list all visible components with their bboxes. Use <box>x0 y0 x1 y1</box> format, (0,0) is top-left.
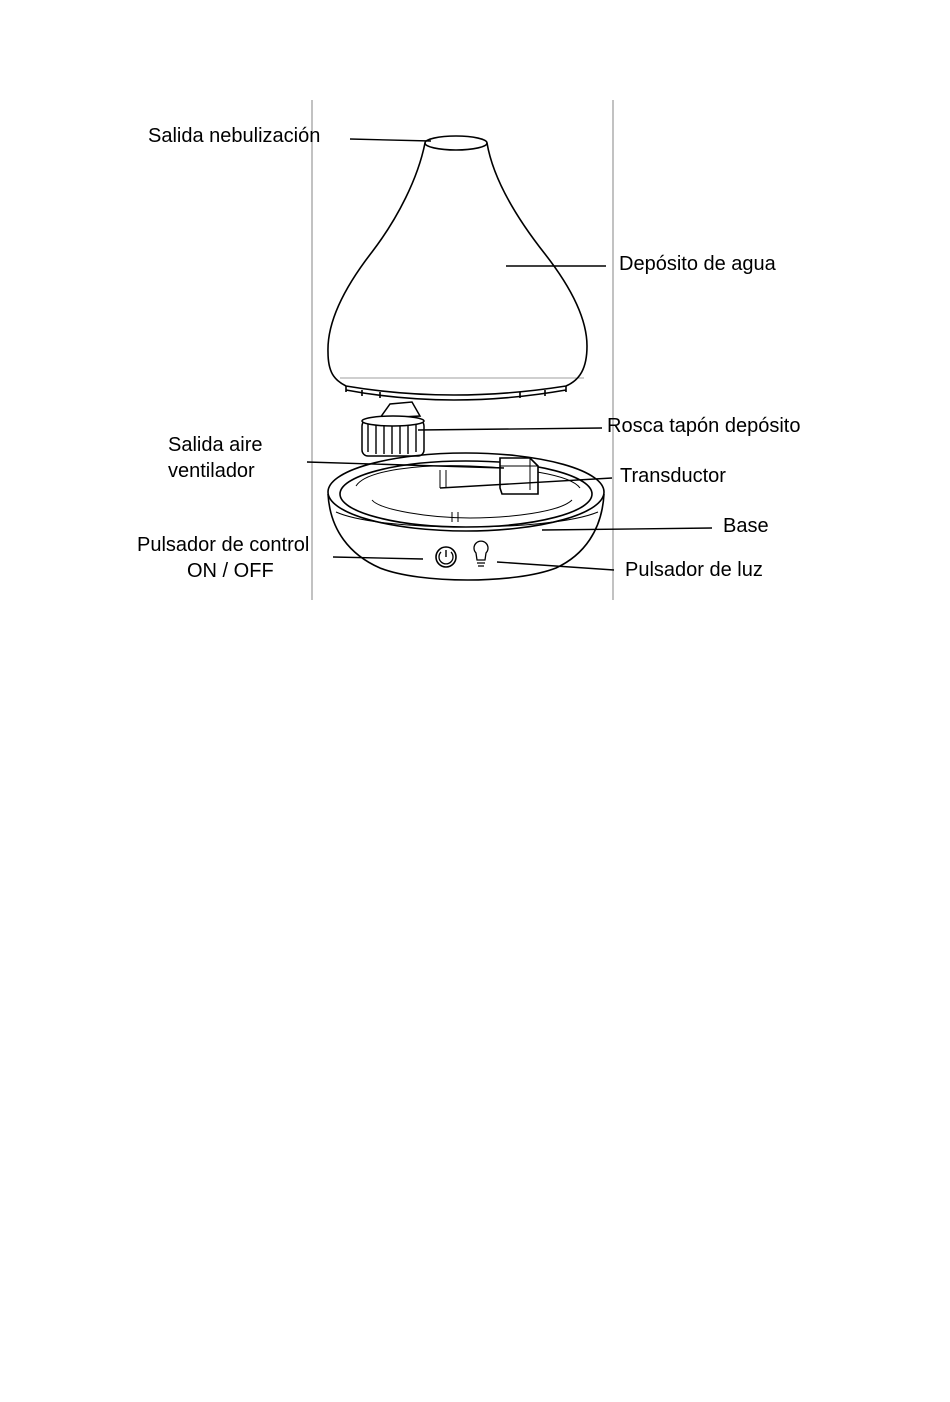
label-rosca-tapon-deposito: Rosca tapón depósito <box>607 415 801 437</box>
base-unit <box>328 453 604 580</box>
tank-cap-thread <box>362 402 424 456</box>
leader-base <box>542 528 712 530</box>
label-pulsador-luz: Pulsador de luz <box>625 559 763 581</box>
label-salida-aire-line1: Salida aire <box>168 434 263 456</box>
leader-salida-aire <box>307 462 504 468</box>
label-transductor: Transductor <box>620 465 726 487</box>
mist-outlet <box>425 136 487 150</box>
label-salida-aire-line2: ventilador <box>168 460 255 482</box>
water-tank <box>328 136 587 400</box>
label-salida-nebulizacion: Salida nebulización <box>148 125 321 147</box>
label-base: Base <box>723 515 769 537</box>
label-pulsador-control-line1: Pulsador de control <box>137 534 310 556</box>
leader-lines <box>307 139 712 570</box>
leader-pulsador-control <box>333 557 423 559</box>
label-deposito-agua: Depósito de agua <box>619 253 776 275</box>
leader-salida-nebulizacion <box>350 139 431 141</box>
label-pulsador-control-line2: ON / OFF <box>187 560 274 582</box>
leader-rosca-tapon <box>418 428 602 430</box>
light-bulb-symbol <box>474 541 488 560</box>
